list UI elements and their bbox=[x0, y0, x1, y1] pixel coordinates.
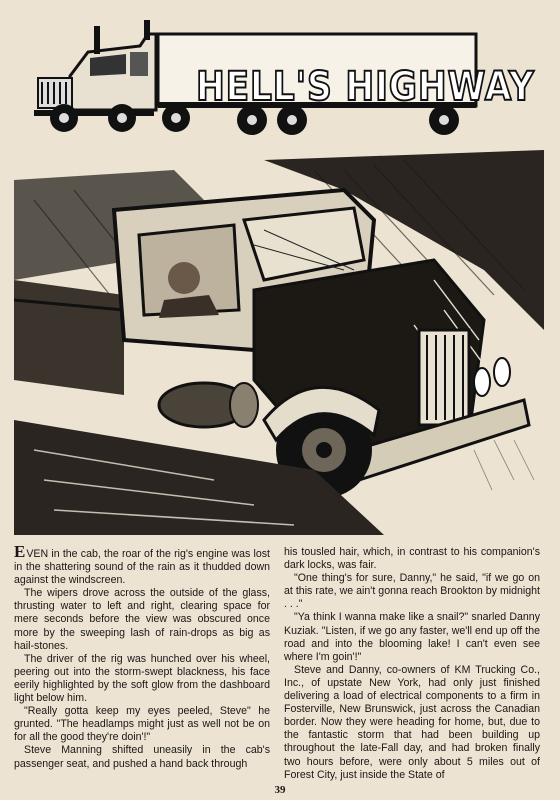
story-column-left bbox=[14, 542, 270, 771]
story-text bbox=[14, 542, 544, 784]
paragraph-3: The driver of the rig was hunched over his wheel, peering out into the storm-swept blackness, his face eerily highlighted by the soft glow from the dashboard light below him. bbox=[14, 652, 270, 705]
paragraph-1-text: VEN in the cab, the roar of the rig's engine was lost in the shattering sound of the rain as it thudded down against the windscreen. bbox=[14, 548, 270, 587]
drop-cap: E bbox=[14, 542, 26, 561]
paragraph-1 bbox=[14, 542, 270, 587]
storm-truck-image bbox=[14, 150, 544, 535]
paragraph-2: The wipers drove across the outside of the glass, thrusting water to left and right, clearing space for mere seconds before the view was obscured once more by the sweeping lash of rain-drops as big as hail-stones. bbox=[14, 587, 270, 652]
page-number: 39 bbox=[274, 784, 286, 796]
paragraph-7: "One thing's for sure, Danny," he said, "if we go on at this rate, we ain't gonna reach Brookton by midnight . . ." bbox=[284, 572, 540, 611]
paragraph-6: his tousled hair, which, in contrast to his companion's dark locks, was fair. bbox=[284, 546, 540, 572]
paragraph-9: Steve and Danny, co-owners of KM Trucking Co., Inc., of upstate New York, had only just finished delivering a load of electrical components to a firm in Fosterville, New Brunswick, just across the Canadian border. Now they were heading for home, but, due to the fantastic storm that had been building up throughout the late-Fall day, and had broken finally two hours before, were only about 5 miles out of Forest City, just inside the State of bbox=[284, 663, 540, 781]
paragraph-5: Steve Manning shifted uneasily in the cab's passenger seat, and pushed a hand back through bbox=[14, 744, 270, 770]
paragraph-4: "Really gotta keep my eyes peeled, Steve" he grunted. "The headlamps might just as well not be on for all the good they're doin'!" bbox=[14, 705, 270, 744]
story-title: HELL'S HIGHWAY bbox=[196, 64, 535, 110]
paragraph-8: "Ya think I wanna make like a snail?" snarled Danny Kuziak. "Listen, if we go any faster, we'll end up off the road and into the blooming lake! I can't even see where I'm goin'!" bbox=[284, 611, 540, 663]
story-column-right bbox=[284, 546, 540, 782]
title-truck-logo bbox=[30, 18, 535, 136]
truck-illustration bbox=[14, 150, 544, 535]
